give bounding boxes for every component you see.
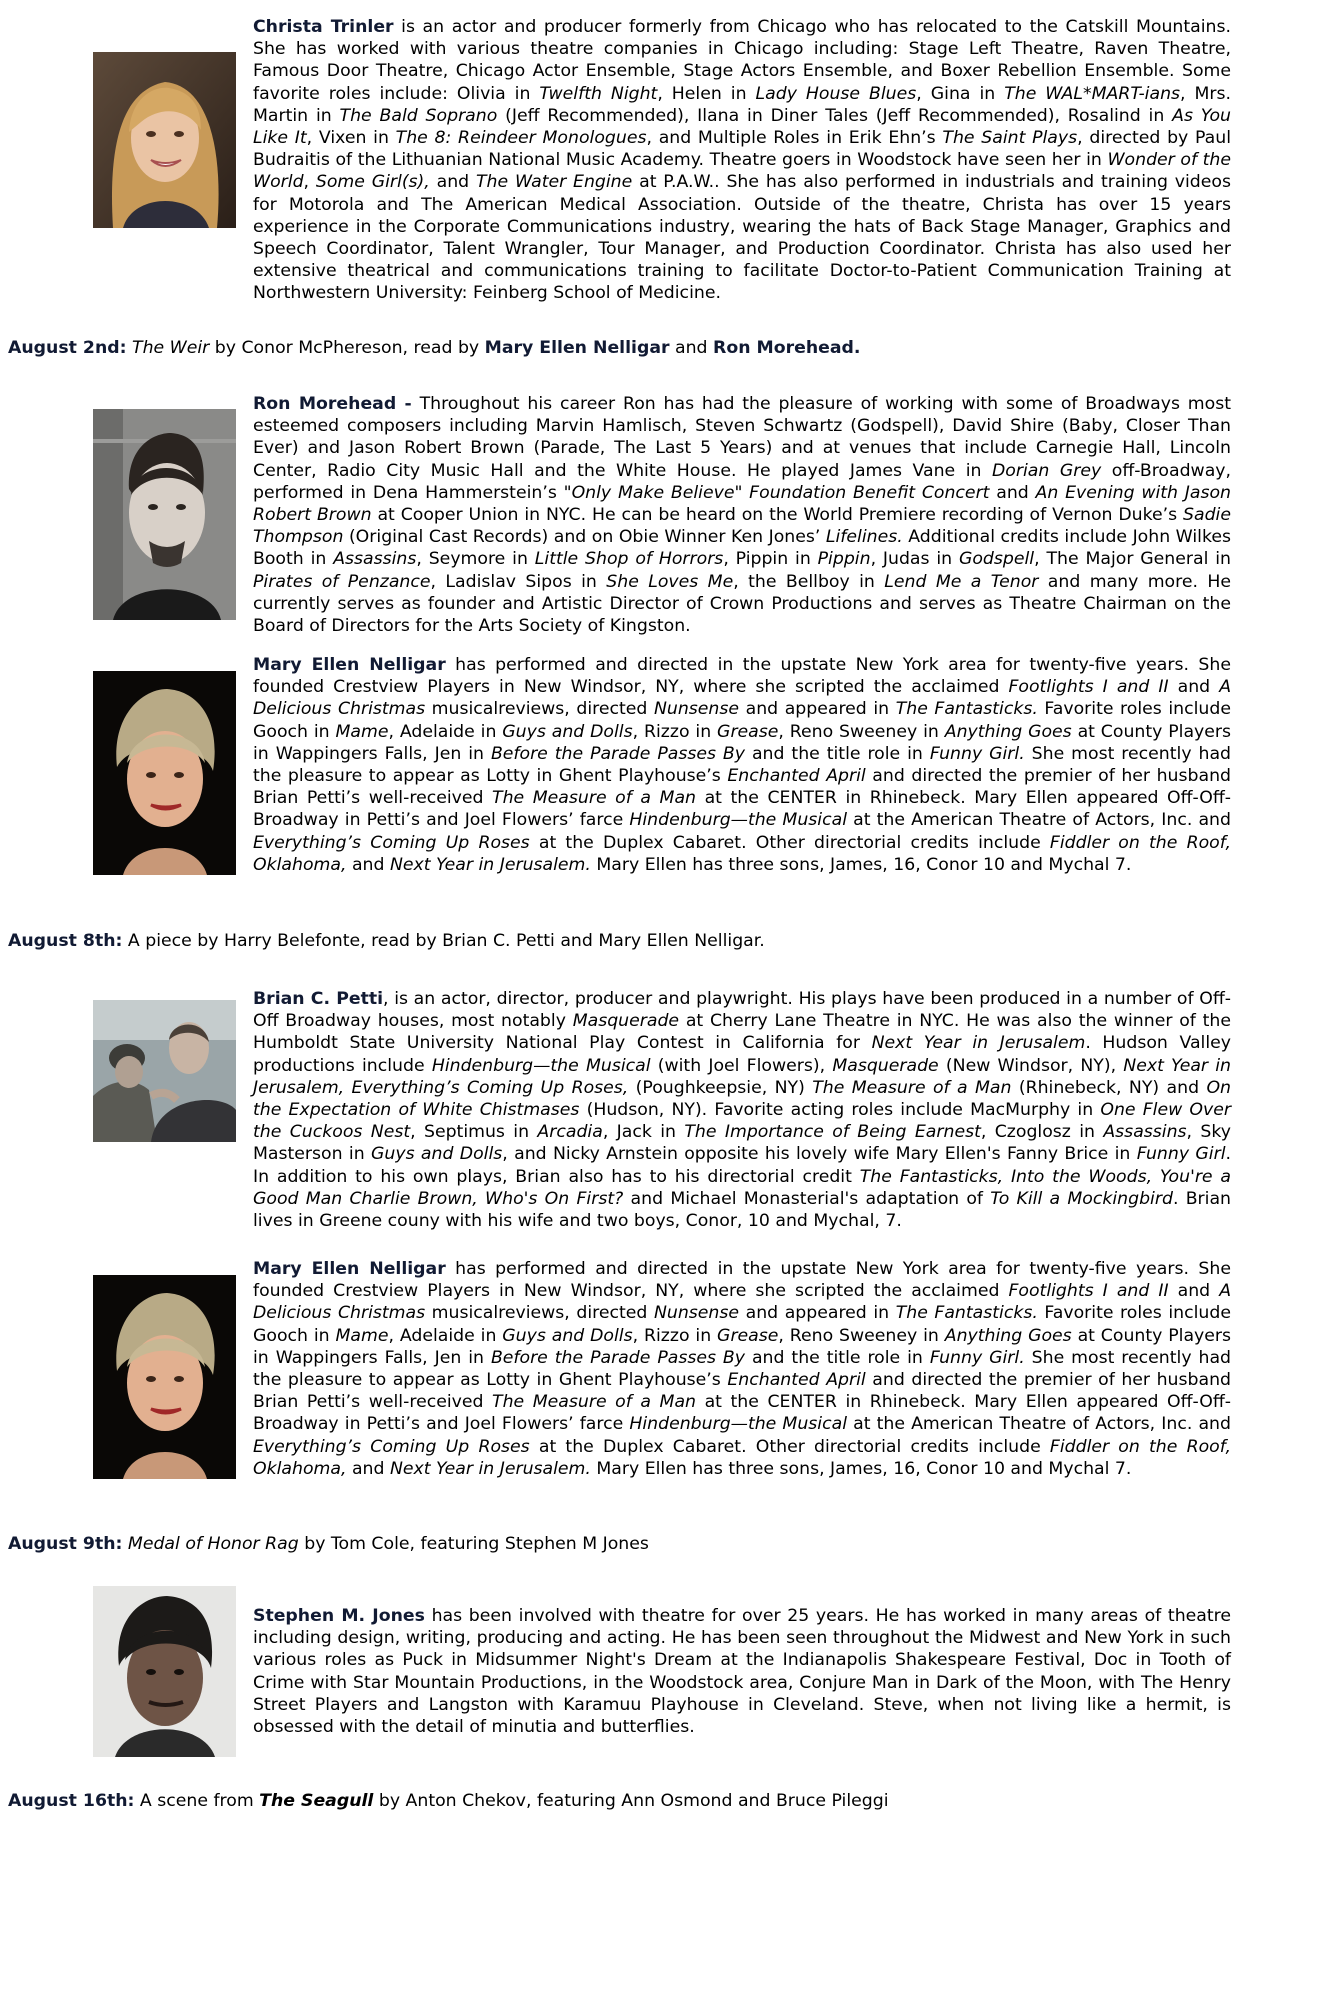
title-text: Everything’s Coming Up Roses — [253, 1436, 530, 1457]
body-text: , Septimus in — [410, 1122, 538, 1143]
title-text: Hindenburg—the Musical — [431, 1055, 651, 1076]
body-text: , the Bellboy in — [733, 571, 885, 592]
body-text: (Original Cast Records) and on Obie Winner Ken Jones’ — [343, 527, 826, 548]
name-text: August 9th: — [8, 1534, 123, 1554]
bio-brian-c-petti — [253, 988, 1231, 1232]
body-text: at County Players in Wappingers Falls, Jen in — [253, 1325, 1232, 1368]
title-text: Lifelines. — [825, 527, 903, 548]
body-text: and the title role in — [745, 743, 930, 764]
bio-stephen-m-jones — [253, 1605, 1231, 1738]
body-text: at the Duplex Cabaret. Other directorial credits include — [529, 1436, 1050, 1457]
body-text: , Pippin in — [723, 549, 818, 570]
event-august-16 — [8, 1790, 1308, 1812]
body-text: at Cherry Lane Theatre in NYC. He was also the winner of the Humboldt State University National Play Contest in California for — [253, 1011, 1231, 1054]
photo-mary-ellen-nelligar — [93, 671, 236, 875]
body-text: , — [303, 172, 316, 193]
body-text: and — [1168, 677, 1220, 698]
body-text: and directed the premier of her husband Brian Petti’s well-received — [253, 1370, 1231, 1413]
body-text: , Helen in — [657, 83, 756, 104]
title-text: Assassins — [333, 549, 417, 570]
bio-mary-ellen-nelligar-2 — [253, 1258, 1231, 1480]
name-text: Mary Ellen Nelligar — [253, 1259, 446, 1279]
title-text: Everything’s Coming Up Roses — [253, 832, 530, 853]
title-text: Masquerade — [572, 1011, 680, 1032]
name-text: Ron Morehead. — [713, 338, 861, 358]
body-text: by Anton Chekov, featuring Ann Osmond and Bruce Pileggi — [373, 1791, 889, 1811]
title-text: Guys and Dolls — [371, 1144, 503, 1165]
body-text: , Sky Masterson in — [253, 1122, 1231, 1165]
title-text: Nunsense — [653, 1303, 740, 1324]
name-text: Christa Trinler — [253, 17, 394, 37]
title-text: Guys and Dolls — [502, 1325, 633, 1346]
body-text: , directed by Paul Budraitis of the Lithuanian National Music Academy. Theatre goers in Woodstock have seen her in — [253, 128, 1231, 171]
name-text: August 8th: — [8, 931, 123, 951]
body-text: , Mrs. Martin in — [253, 83, 1232, 126]
title-text: Only Make Believe" Foundation Benefit Concert — [571, 482, 990, 503]
title-text: Nunsense — [653, 699, 740, 720]
name-text: August 2nd: — [8, 338, 127, 358]
title-text: An Evening with Jason Robert Brown — [253, 482, 1232, 526]
title-text: Little Shop of Horrors — [534, 549, 724, 570]
title-text: The Saint Plays — [942, 128, 1078, 149]
title-text: Before the Parade Passes By — [490, 1347, 746, 1368]
name-text: Stephen M. Jones — [253, 1606, 425, 1626]
name-text: Ron Morehead - — [253, 394, 412, 414]
body-text: musicalreviews, directed — [425, 1303, 654, 1324]
title-text: To Kill a Mockingbird — [990, 1188, 1173, 1209]
name-text: Mary Ellen Nelligar — [253, 655, 446, 675]
body-text: at County Players in Wappingers Falls, Jen in — [253, 721, 1232, 764]
title-text: Footlights I and II — [1008, 1281, 1169, 1302]
body-text: at the American Theatre of Actors, Inc. and — [847, 810, 1231, 831]
body-text: (Rhinebeck, NY) and — [1011, 1077, 1207, 1098]
title-text: Funny Girl — [1136, 1144, 1226, 1165]
title-text: Godspell — [958, 549, 1035, 570]
body-text: has performed and directed in the upstate New York area for twenty-five years. She founded Crestview Players in New Windsor, NY, where she scripted the acclaimed — [253, 1259, 1231, 1302]
name-text: Brian C. Petti — [253, 989, 384, 1009]
body-text: . In addition to his own plays, Brian also has to his directorial credit — [253, 1144, 1232, 1187]
title-text: Pirates of Penzance — [253, 571, 431, 592]
body-text: at Cooper Union in NYC. He can be heard on the World Premiere recording of Vernon Duke’s — [371, 505, 1184, 526]
title-text: Mame — [335, 721, 389, 742]
body-text: and — [429, 172, 476, 193]
photo-brian-c-petti — [93, 1000, 236, 1142]
bio-mary-ellen-nelligar — [253, 654, 1231, 876]
body-text: and Michael Monasterial's adaptation of — [623, 1188, 991, 1209]
title-text: The Measure of a Man — [812, 1077, 1012, 1098]
body-text: , The Major General in — [1034, 549, 1231, 570]
title-text: The Fantasticks. — [895, 699, 1038, 720]
event-august-8 — [8, 930, 1308, 952]
title-text: Twelfth Night — [539, 83, 658, 104]
title-text: Lend Me a Tenor — [884, 571, 1039, 592]
body-text: at P.A.W.. She has also performed in industrials and training videos for Motorola and The American Medical Association. Outside of the theatre, Christa has over 15 years experience in the Corporate Communications industry, wearing the hats of Back Stage Manager, Graphics and Speech Coordinator, Talent Wrangler, Tour Manager, and Production Coordinator. Christa has also used her extensive theatrical and communications training to facilitate Doctor-to-Patient Communication Training at Northwestern University: Feinberg School of Medicine. — [253, 172, 1231, 304]
body-text: at the American Theatre of Actors, Inc. and — [847, 1414, 1231, 1435]
body-text: , Rizzo in — [632, 1325, 718, 1346]
title-text: Next Year in Jerusalem — [871, 1033, 1086, 1054]
body-text: . Hudson Valley productions include — [253, 1033, 1231, 1076]
body-text: and — [989, 482, 1036, 503]
body-text: and directed the premier of her husband Brian Petti’s well-received — [253, 766, 1231, 809]
title-text: The Water Engine — [475, 172, 633, 193]
bio-christa-trinler — [253, 16, 1231, 305]
title-text: The Bald Soprano — [339, 105, 498, 126]
body-text: and — [1168, 1281, 1220, 1302]
body-text: is an actor and producer formerly from Chicago who has relocated to the Catskill Mountains. She has worked with various theatre companies in Chicago including: Stage Left Theatre, Raven Theatre, Famous Door Theatre, Chicago Actor Ensemble, Stage Actors Ensemble, and Boxer Rebellion Ensemble. Some favorite roles include: Olivia in — [253, 17, 1231, 104]
body-text: has performed and directed in the upstate New York area for twenty-five years. She founded Crestview Players in New Windsor, NY, where she scripted the acclaimed — [253, 655, 1231, 698]
title-text: Masquerade — [832, 1055, 939, 1076]
title-text: She Loves Me — [606, 571, 734, 592]
body-text: (Hudson, NY). Favorite acting roles include MacMurphy in — [579, 1100, 1101, 1121]
body-text: She most recently had the pleasure to appear as Lotty in Ghent Playhouse’s — [253, 1347, 1232, 1391]
body-text: , Czoglosz in — [980, 1122, 1104, 1143]
title-text: Assassins — [1103, 1122, 1187, 1143]
body-text: Mary Ellen has three sons, James, 16, Conor 10 and Mychal 7. — [590, 854, 1132, 875]
title-text: Grease — [717, 721, 779, 742]
photo-christa-trinler — [93, 52, 236, 228]
body-text: and the title role in — [745, 1347, 930, 1368]
body-text: Additional credits include John Wilkes Booth in — [253, 527, 1231, 570]
body-text: Favorite roles include Gooch in — [253, 699, 1231, 742]
title-text: Mame — [335, 1325, 389, 1346]
body-text: at the Duplex Cabaret. Other directorial credits include — [529, 832, 1050, 853]
title-text: The Fantasticks, Into the Woods, You're a Good Man Charlie Brown, Who's On First? — [253, 1166, 1231, 1209]
title-text: The Seagull — [259, 1791, 374, 1811]
body-text: (Jeff Recommended), Ilana in Diner Tales (Jeff Recommended), Rosalind in — [497, 105, 1173, 126]
title-text: Next Year in Jerusalem. — [389, 854, 591, 875]
title-text: A Delicious Christmas — [253, 1281, 1232, 1324]
title-text: Enchanted April — [727, 766, 866, 787]
title-text: Funny Girl. — [929, 743, 1025, 764]
name-text: Mary Ellen Nelligar — [484, 338, 670, 358]
body-text: , Reno Sweeney in — [778, 721, 945, 742]
body-text: She most recently had the pleasure to appear as Lotty in Ghent Playhouse’s — [253, 743, 1232, 787]
title-text: Fiddler on the Roof, Oklahoma, — [253, 1436, 1231, 1479]
title-text: Arcadia — [537, 1122, 603, 1143]
title-text: Pippin — [817, 549, 871, 570]
body-text: has been involved with theatre for over 25 years. He has worked in many areas of theatre including design, writing, producing and acting. He has been seen throughout the Midwest and New York in such various roles as Puck in Midsummer Night's Dream at the Indianapolis Shakespeare Festival, Doc in Tooth of Crime with Star Mountain Productions, in the Woodstock area, Conjure Man in Dark of the Moon, with The Henry Street Players and Langston with Karamuu Playhouse in Cleveland. Steve, when not living like a hermit, is obsessed with the detail of minutia and butterflies. — [253, 1606, 1231, 1738]
title-text: The Weir — [132, 338, 210, 358]
body-text: , and Multiple Roles in Erik Ehn’s — [646, 128, 943, 149]
title-text: Grease — [717, 1325, 779, 1346]
title-text: Fiddler on the Roof, Oklahoma, — [253, 832, 1231, 875]
body-text: off-Broadway, performed in Dena Hammerstein’s " — [253, 460, 1232, 503]
event-august-9 — [8, 1533, 1308, 1555]
title-text: Sadie Thompson — [253, 505, 1231, 548]
title-text: Wonder of the World — [253, 150, 1232, 193]
body-text: , Vixen in — [306, 128, 396, 149]
title-text: Next Year in Jerusalem. — [389, 1458, 591, 1479]
body-text: , Jack in — [602, 1122, 685, 1143]
title-text: Lady House Blues — [755, 83, 917, 104]
body-text: , Adelaide in — [388, 721, 503, 742]
title-text: The WAL*MART-ians — [1004, 83, 1181, 104]
body-text: and — [669, 338, 714, 358]
title-text: On the Expectation of White Chistmases — [253, 1077, 1231, 1121]
body-text: , Seymore in — [416, 549, 535, 570]
body-text: , Reno Sweeney in — [778, 1325, 945, 1346]
body-text: , and Nicky Arnstein opposite his lovely wife Mary Ellen's Fanny Brice in — [502, 1144, 1137, 1165]
body-text: Throughout his career Ron has had the pleasure of working with some of Broadways most esteemed composers including Marvin Hamlisch, Steven Schwartz (Godspell), David Shire (Baby, Closer Than Ever) and Jason Robert Brown (Parade, The Last 5 Years) and at venues that include Carnegie Hall, Lincoln Center, Radio City Music Hall and the White House. He played James Vane in — [253, 394, 1231, 481]
title-text: Footlights I and II — [1008, 677, 1169, 698]
body-text: and — [346, 854, 390, 875]
title-text: The Fantasticks. — [895, 1303, 1038, 1324]
title-text: Before the Parade Passes By — [490, 743, 746, 764]
title-text: Medal of Honor Rag — [127, 1534, 299, 1554]
title-text: Guys and Dolls — [502, 721, 633, 742]
title-text: Dorian Grey — [992, 460, 1102, 481]
body-text: by Tom Cole, featuring Stephen M Jones — [298, 1534, 649, 1554]
title-text: The Measure of a Man — [492, 1392, 697, 1413]
body-text: by Conor McPhereson, read by — [209, 338, 485, 358]
title-text: Hindenburg—the Musical — [629, 1414, 847, 1435]
body-text: (with Joel Flowers), — [650, 1055, 833, 1076]
title-text: Anything Goes — [944, 1325, 1072, 1346]
body-text: at the CENTER in Rhinebeck. Mary Ellen appeared Off-Off-Broadway in Petti’s and Joel Flowers’ farce — [253, 1392, 1232, 1435]
title-text: A Delicious Christmas — [253, 677, 1232, 720]
bio-ron-morehead — [253, 393, 1231, 637]
title-text: Some Girl(s), — [315, 172, 430, 193]
body-text: A scene from — [134, 1791, 260, 1811]
title-text: Anything Goes — [944, 721, 1072, 742]
body-text: musicalreviews, directed — [425, 699, 654, 720]
title-text: Enchanted April — [727, 1370, 866, 1391]
title-text: Hindenburg—the Musical — [629, 810, 847, 831]
body-text: , Adelaide in — [388, 1325, 503, 1346]
body-text: . Brian lives in Greene couny with his wife and two boys, Conor, 10 and Mychal, 7. — [253, 1188, 1231, 1232]
body-text: , is an actor, director, producer and playwright. His plays have been produced in a number of Off-Off Broadway houses, most notably — [253, 989, 1232, 1032]
body-text: Mary Ellen has three sons, James, 16, Conor 10 and Mychal 7. — [590, 1458, 1132, 1479]
photo-ron-morehead — [93, 409, 236, 620]
name-text: August 16th: — [8, 1791, 135, 1811]
title-text: The 8: Reindeer Monologues — [395, 128, 647, 149]
body-text: A piece by Harry Belefonte, read by Brian C. Petti and Mary Ellen Nelligar. — [122, 931, 765, 951]
body-text: and — [346, 1458, 390, 1479]
body-text: , Ladislav Sipos in — [430, 571, 607, 592]
body-text: , Rizzo in — [632, 721, 718, 742]
title-text: The Measure of a Man — [492, 788, 697, 809]
body-text: at the CENTER in Rhinebeck. Mary Ellen appeared Off-Off-Broadway in Petti’s and Joel Flowers’ farce — [253, 788, 1232, 831]
body-text: , Judas in — [870, 549, 959, 570]
title-text: As You Like It — [253, 105, 1231, 149]
body-text: (New Windsor, NY), — [938, 1055, 1124, 1076]
title-text: Next Year in Jerusalem, Everything’s Coming Up Roses, — [253, 1055, 1231, 1098]
body-text: , Gina in — [916, 83, 1005, 104]
body-text: Favorite roles include Gooch in — [253, 1303, 1231, 1346]
body-text: and appeared in — [739, 699, 896, 720]
event-august-2 — [8, 337, 1308, 359]
photo-mary-ellen-nelligar-2 — [93, 1275, 236, 1479]
photo-stephen-m-jones — [93, 1586, 236, 1757]
title-text: Funny Girl. — [929, 1347, 1025, 1368]
title-text: The Importance of Being Earnest — [684, 1122, 981, 1143]
body-text: (Poughkeepsie, NY) — [628, 1077, 813, 1098]
title-text: One Flew Over the Cuckoos Nest — [253, 1100, 1231, 1143]
body-text: and appeared in — [739, 1303, 896, 1324]
body-text: and many more. He currently serves as founder and Artistic Director of Crown Productions and serves as Theatre Chairman on the Board of Directors for the Arts Society of Kingston. — [253, 571, 1231, 637]
